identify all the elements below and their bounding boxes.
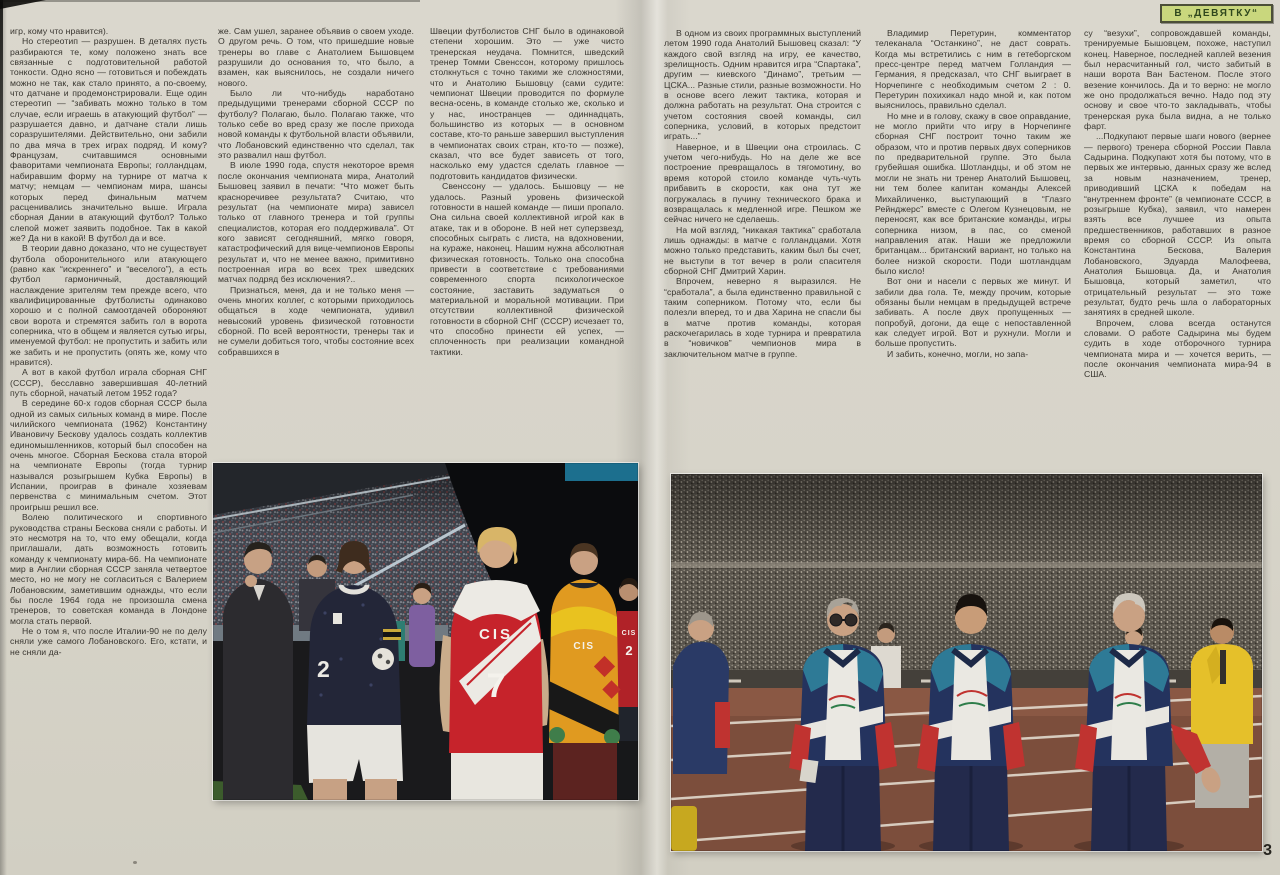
scan-edge-left xyxy=(0,0,3,560)
right-photo xyxy=(671,474,1262,851)
right-photo-scene xyxy=(671,474,1262,851)
paragraph: В середине 60-х годов сборная СССР была одной из самых сильных команд в мире. После чилийского чемпионата (1962) Константину Ивановичу Бескову удалось создать коллектив единомышленников, который был способен на очень многое. Сборная Бескова стала второй на чемпионате Европы (тогда турнир назывался розыгрышем Кубка Европы) в Испании, проиграв в финале хозяевам первенства с минимальным счетом. Этот проигрыш решил все. xyxy=(10,398,207,512)
left-photo xyxy=(213,463,638,800)
paragraph: ...Подкупают первые шаги нового (вернее — первого) тренера сборной России Павла Садырина. Подкупают хотя бы потому, что в первых же интервью, данных сразу же вслед за новым назначением, тренер, приводивший ЦСКА к победам на “внутреннем фронте” (в чемпионате СССР, в розыгрыше Кубка), заявил, что намерен взять все лучшее из опыта предшественников, работавших в разное время со сборной СССР. Из опыта Константина Бескова, Валерия Лобановского, Эдуарда Малофеева, Анатолия Бышовца. Да, и Анатолия Бышовца, который заметил, что отрицательный результат — это тоже результат, будто речь шла о лабораторных занятиях в средней школе. xyxy=(1084,131,1271,318)
paragraph: В одном из своих программных выступлений летом 1990 года Анатолий Бышовец сказал: “У каждого свой взгляд на игру, ее качество, зрелищность. Одним нравится игра “Спартака”, другим — киевского “Динамо”, третьим — ЦСКА... Разные стили, разные возможности. Но в основе всего лежит тактика, которая и должна работать на результат. Она строится с учетом состояния своей команды, сил соперника, условий, в которых предстоит играть...” xyxy=(664,28,861,142)
rubric-badge xyxy=(1160,4,1273,23)
text-column-2 xyxy=(218,26,414,455)
tunnel-shirt-label: CIS xyxy=(621,630,637,637)
paragraph: Но мне и в голову, скажу в свое оправдание, не могло прийти что игру в Норчепинге сборная СНГ построит точно таким же образом, что и против первых двух соперников по предварительной группе. Это была грубейшая ошибка. Шотландцы, и об этом не могли не знать ни тренер Анатолий Бышовец, ни тем более капитан команды Алексей Михайличенко, выступающий в “Глазго Рейнджерс” вместе с Олегом Кузнецовым, не переносят, как все британские команды, игры соперника низом, в пас, со сменой направления атак. Наши же предложили британцам... британский вариант, но только на более низкой скорости. Поди шотландцам было кисло! xyxy=(875,110,1071,276)
paragraph: И забить, конечно, могли, но запа- xyxy=(887,348,1029,359)
paragraph: Вот они и насели с первых же минут. И забили два гола. Те, между прочим, которые обязаны были немцам в предыдущей встрече забивать. А после двух пропущенных — попробуй, догони, да еще с непоставленной как следует игрой. Вот и рухнули. Могли и больше пропустить. xyxy=(875,276,1071,349)
paragraph: Признаться, меня, да и не только меня — очень многих коллег, с которыми приходилось общаться в ходе чемпионата, удивил невысокий уровень физической готовности сборной. По всей вероятности, тренеры так и не сумели добиться того, чтобы состояние всех собравшихся в xyxy=(218,284,414,357)
paragraph: На мой взгляд, “никакая тактика” сработала лишь однажды: в матче с голландцами. Хотя можно только представить, каким был бы счет, не выступи в тот вечер в роли спасителя сборной СНГ Дмитрий Харин. xyxy=(664,224,861,276)
match-ball xyxy=(372,648,394,670)
paragraph: игр, кому что нравится). xyxy=(10,26,109,36)
scan-edge-top xyxy=(0,0,420,2)
paragraph: А вот в какой футбол играла сборная СНГ (СССР), бесславно завершившая 40-летний путь сборной, начатый летом 1952 года? xyxy=(10,367,207,399)
cis-shirt-label: CIS xyxy=(478,626,514,643)
paragraph: Наверное, и в Швеции она строилась. С учетом чего-нибудь. Но на деле же все построение превращалось в тягомотину, во время которой стоило команде чуть-чуть прибавить в скорости, как она тут же погружалась в пучину технического брака и возвращалась к медленной игре. Пешком же сейчас ничего не сделаешь. xyxy=(664,141,861,225)
text-column-6 xyxy=(1084,28,1271,459)
text-column-3 xyxy=(430,26,624,455)
page-number: 3 xyxy=(1263,842,1272,859)
paragraph: В июле 1990 года, спустя некоторое время после окончания чемпионата мира, Анатолий Бышовец заявил в печати: “Что может быть красноречивее результата? Считаю, что результат (на чемпионате мира) зависел только от главного тренера и той группы специалистов, которая его поддерживала”. От кого зависят сегодняшний, мягко говоря, катастрофический для вице-чемпионов Европы результат и, что не менее важно, примитивно построенная игра во всех трех шведских матчах подряд без исключения?.. xyxy=(218,160,414,285)
paragraph: Но стереотип — разрушен. В деталях пусть разбираются те, кому положено знать все связанные с подготовительной работой тонкости. Одно ясно — готовиться и побеждать можно не так, как стало принято, а по-своему, что датчане и продемонстрировали. Еще один стереотип — “забивать можно только в том случае, если играешь в атакующий футбол” — разрушается давно, и датчане стали лишь соразрушителями. Действительно, они забили по два мяча в трех играх подряд. И кому? Французам, считавшимся основными фаворитами чемпионата Европы; голландцам, набиравшим форму на турнире от матча к матчу; немцам — чемпионам мира, шансы которых перед финальным матчем расценивались значительно выше. Играла сборная Дании в атакующий футбол? Только слепой может заявить подобное. Так в какой же? Да ни в какой! В футбол да и все. xyxy=(10,36,207,243)
text-column-5 xyxy=(875,28,1071,459)
paragraph: же. Сам ушел, заранее объявив о своем уходе. О другом речь. О том, что пришедшие новые тренеры во главе с Анатолием Бышовцем разрушили до основания то, что было, а взамен, как выяснилось, не создали ничего нового. xyxy=(218,26,414,88)
paragraph: Швеции футболистов СНГ было в одинаковой степени хорошим. Это — уже чисто тренерская неудача. Помнится, шведский тренер Томми Свенссон, которому пришлось столкнуться с точно такими же сложностями, что и Анатолию Бышовцу (сами судите: чемпионат Швеции проводится по формуле весна-осень, в команде столько же, сколько и у нас, иностранцев — одиннадцать, большинство из которых — в основном составе, кто-то раньше завершил выступления в чемпионатах своих стран, кто-то — позже), сказал, что все будет зависеть от того, насколько ему удастся сделать главное — подготовить кандидатов физически. xyxy=(430,26,624,181)
paragraph: Впрочем, слова всегда останутся словами. О работе Садырина мы будем судить в ходе отборочного турнира чемпионата мира и — хочется верить, — после окончания чемпионата мира-94 в США. xyxy=(1084,317,1271,380)
text-column-4 xyxy=(664,28,861,459)
paragraph: Было ли что-нибудь наработано предыдущими тренерами сборной СССР по футболу? Полагаю, было. Полагаю также, что только себе во вред сразу же после прихода новой команды к футбольной власти объявили, что Лобановский единственно что сделал, так это развалил наш футбол. xyxy=(218,88,414,161)
text-column-1 xyxy=(10,26,207,859)
scotland-shirt-number: 2 xyxy=(317,656,330,682)
tunnel-shirt-number: 2 xyxy=(625,643,633,658)
cis-shirt-number: 7 xyxy=(486,667,506,705)
paragraph: су “везухи”, сопровождавшей команды, тренируемые Бышовцем, похоже, наступил конец. Наверное, последней каплей везения был нерасчитанный гол, чисто забитый в наши ворота Ван Бастеном. После этого везение кончилось. Да и то верно: не могло же оно продолжаться вечно. Надо под эту основу и свое что-то закладывать, чтобы тренерская рука была видна, а не только фарт. xyxy=(1084,28,1271,132)
paragraph: Волею политического и спортивного руководства страны Бескова сняли с работы. И это несмотря на то, что ему обещали, когда приглашали, дать возможность готовить команду к чемпионату мира-66. На чемпионате мир в Англии сборная СССР заняла четвертое место, но не могу не согласиться с Валерием Лобановским, заметившим однажды, что если бы после 1964 года не произошла смена тренеров, то советская команда в Лондоне могла стать первой. xyxy=(10,512,207,626)
paragraph: В теории давно доказано, что не существует футбола оборонительного или атакующего (равно как “искреннего” и “веселого”), а есть футбол гармоничный, доставляющий наслаждение зрителям тем прежде всего, что квалифицированные футболисты одинаково хорошо и с полной самоотдачей обороняют свои ворота и стремятся забить гол в ворота соперника, что в общем и является сутью игры, именуемой футбол: не пропустить и забить или же забить и не пропустить (опять же, кому что нравится). xyxy=(10,243,207,367)
keeper-shirt-label: CIS xyxy=(573,641,595,652)
paragraph: Владимир Перетурин, комментатор телеканала “Останкино”, не даст соврать. Когда мы встретились с ним в гетеборгском пресс-центре перед матчем Голландия — Германия, я предсказал, что СНГ выиграет в Норчепинге с необходимым счетом 2 : 0. Перетурин похихикал надо мной и, как потом выяснилось, правильно сделал. xyxy=(875,28,1071,111)
paragraph: Не о том я, что после Италии-90 не по делу сняли уже самого Лобановского. Его, кстати, и не сняли да- xyxy=(10,625,207,657)
rubric-label: В „ДЕВЯТКУ“ xyxy=(1174,8,1259,19)
paragraph: Впрочем, неверно я выразился. Не “сработала”, а была единственно правильной с таким соперником. Потому что, если бы полезли вперед, то и два Харина не спасли бы в матче против команды, которая раскочегарилась в ходе турнира и превратила в “новичков” чемпионов мира в заключительном матче в группе. xyxy=(664,276,861,359)
print-speck xyxy=(133,861,137,864)
stadium-crowd xyxy=(671,474,1262,674)
paragraph: Свенссону — удалось. Бышовцу — не удалось. Разный уровень физической готовности в нашей команде — пиши пропало. Она сильна своей коллективной игрой как в атаке, так и в обороне. В ней нет суперзвезд, способных сыграть с листа, на вдохновении, на кураже, наконец. Нашим нужна абсолютная физическая готовность. Только она способна привести в соответствие с требованиями современного спорта психологическое состояние, заставить задуматься о материальной и моральной мотивации. При отсутствии коллективной физической готовности в сборной СНГ (СССР) исчезает то, что способно принести ей успех, — сплоченность при реализации командной тактики. xyxy=(430,181,624,357)
left-photo-scene xyxy=(213,463,638,800)
crest xyxy=(333,613,342,624)
